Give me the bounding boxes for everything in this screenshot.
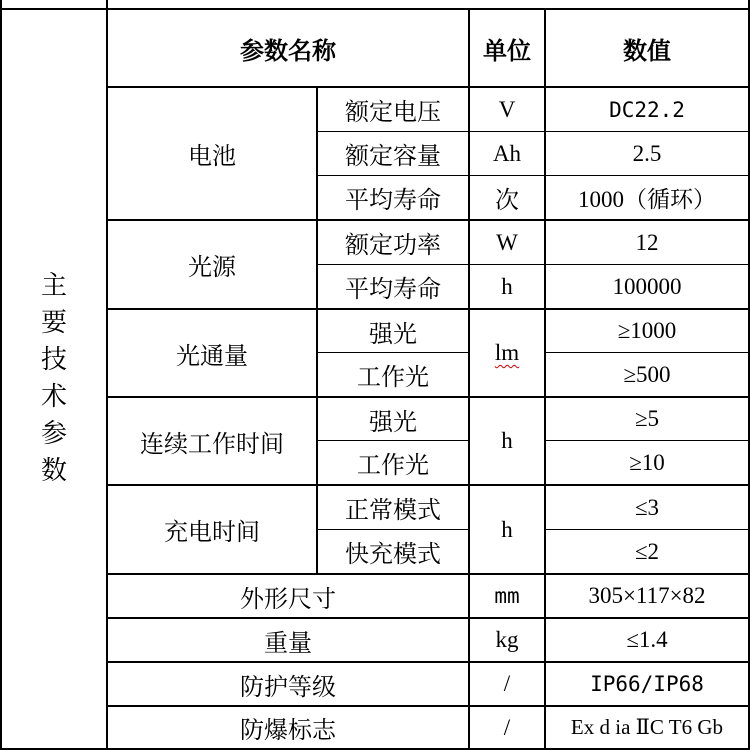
value-cell: 100000	[612, 273, 682, 299]
unit-cell: Ah	[492, 140, 522, 166]
unit-cell: /	[503, 671, 511, 696]
unit-text: lm	[494, 340, 520, 365]
side-label-char: 参	[40, 419, 67, 449]
param-name: 重量	[264, 628, 312, 657]
sub-param: 强光	[369, 407, 417, 436]
unit-cell: h	[501, 428, 513, 453]
param-name: 防爆标志	[240, 716, 336, 744]
group-name: 连续工作时间	[140, 429, 284, 458]
value-cell: 305×117×82	[588, 583, 706, 608]
value-cell: 2.5	[632, 140, 662, 166]
header-param-name: 参数名称	[240, 36, 336, 65]
sub-param: 额定电压	[345, 98, 441, 126]
value-cell	[546, 707, 748, 748]
param-name: 防护等级	[240, 672, 336, 701]
group-name: 充电时间	[164, 518, 260, 546]
unit-cell: h	[501, 516, 513, 542]
unit-cell: V	[498, 96, 516, 122]
side-label-char: 要	[40, 308, 67, 338]
value-cell: IP66/IP68	[590, 672, 704, 696]
sub-param: 工作光	[357, 451, 429, 479]
sub-param: 额定功率	[345, 231, 441, 259]
side-label-char: 术	[40, 382, 67, 412]
value-text: Ex d ia ⅡC T6 Gb	[570, 715, 724, 739]
side-label-char: 技	[40, 345, 67, 375]
header-value: 数值	[623, 36, 671, 65]
value-cell: ≤3	[634, 494, 660, 520]
param-name: 外形尺寸	[240, 584, 336, 613]
side-label	[2, 10, 106, 748]
side-label-char: 主	[40, 271, 67, 301]
value-cell: ≤2	[634, 538, 660, 564]
value-cell: DC22.2	[609, 97, 685, 122]
group-name: 电池	[188, 142, 236, 170]
unit-cell: 次	[495, 186, 519, 214]
value-cell: ≥5	[634, 406, 660, 431]
group-name: 光通量	[176, 341, 248, 370]
header-unit: 单位	[483, 36, 531, 65]
sub-param: 快充模式	[345, 540, 441, 568]
value-cell: 1000（循环）	[578, 187, 716, 212]
unit-cell: W	[496, 229, 518, 255]
value-cell: ≥10	[629, 449, 665, 475]
value-cell: ≥1000	[617, 318, 677, 343]
sub-param: 额定容量	[345, 142, 441, 170]
sub-param: 正常模式	[345, 496, 441, 524]
unit-cell	[470, 310, 544, 396]
sub-param: 平均寿命	[345, 275, 441, 303]
side-label-char: 数	[40, 456, 67, 486]
unit-cell: /	[503, 714, 511, 740]
sub-param: 工作光	[357, 363, 429, 391]
sub-param: 平均寿命	[345, 186, 441, 214]
group-name: 光源	[188, 253, 236, 281]
unit-cell: kg	[495, 627, 519, 652]
sub-param: 强光	[369, 319, 417, 348]
unit-cell: mm	[494, 584, 520, 608]
unit-cell: h	[501, 273, 513, 299]
value-cell: ≥500	[623, 361, 671, 387]
value-cell: ≤1.4	[626, 627, 668, 652]
value-cell: 12	[635, 229, 659, 255]
